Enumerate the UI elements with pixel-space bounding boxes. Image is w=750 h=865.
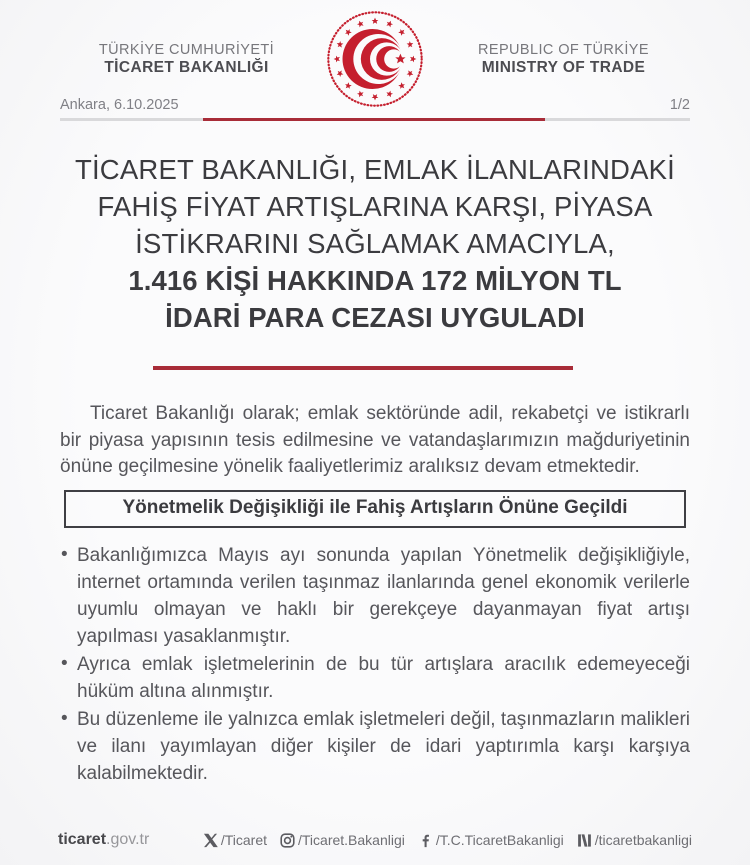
header-right-line2: MINISTRY OF TRADE bbox=[481, 58, 646, 76]
headline-line: TİCARET BAKANLIĞI, EMLAK İLANLARINDAKİ bbox=[74, 154, 676, 185]
headline-line: İSTİKRARINI SAĞLAMAK AMACIYLA, bbox=[135, 228, 615, 259]
social-handle: /T.C.TicaretBakanligi bbox=[435, 832, 564, 848]
facebook-icon bbox=[418, 833, 433, 848]
headline-line: FAHİŞ FİYAT ARTIŞLARINA KARŞI, PİYASA bbox=[97, 191, 653, 222]
ministry-of-trade-emblem-icon bbox=[325, 9, 425, 109]
nsosyal-icon bbox=[577, 833, 592, 848]
meta-row bbox=[60, 97, 690, 113]
header-left-line2: TİCARET BAKANLIĞI bbox=[104, 58, 269, 76]
website-url-bold: ticaret bbox=[58, 831, 107, 848]
social-item-nsosyal bbox=[577, 832, 692, 848]
header-right-line1: REPUBLIC OF TÜRKİYE bbox=[478, 41, 649, 58]
header-left-block bbox=[48, 42, 325, 77]
social-item-instagram bbox=[280, 832, 405, 848]
instagram-icon bbox=[280, 833, 295, 848]
website-url bbox=[58, 831, 149, 849]
website-url-rest: .gov.tr bbox=[106, 831, 150, 848]
header-right-block bbox=[425, 42, 702, 77]
headline-underline-rule bbox=[153, 366, 573, 370]
lead-paragraph: Ticaret Bakanlığı olarak; emlak sektöründe adil, rekabetçi ve istikrarlı bir piyasa yapısının tesis edilmesine ve vatandaşlarımızın mağduriyetinin önüne geçilmesine yönelik faaliyetlerimiz aralıksız devam etmektedir. bbox=[60, 403, 690, 477]
section-title-box: Yönetmelik Değişikliği ile Fahiş Artışların Önüne Geçildi bbox=[64, 490, 686, 528]
x-icon bbox=[203, 833, 218, 848]
social-handle: /Ticaret bbox=[220, 832, 267, 848]
social-handle: /ticaretbakanligi bbox=[594, 832, 692, 848]
headline-line-bold: İDARİ PARA CEZASI UYGULADI bbox=[165, 302, 585, 333]
headline bbox=[25, 151, 725, 336]
page-number: 1/2 bbox=[669, 97, 690, 113]
list-item: • Bu düzenleme ile yalnızca emlak işletmeleri değil, taşınmazların malikleri ve ilanı yayımlayan diğer kişiler de idari yaptırımla karşı karşıya kalabilmektedir. bbox=[60, 706, 690, 787]
headline-line-bold: 1.416 KİŞİ HAKKINDA 172 MİLYON TL bbox=[128, 265, 622, 296]
social-item-x bbox=[203, 832, 267, 848]
list-item: • Bakanlığımızca Mayıs ayı sonunda yapılan Yönetmelik değişikliğiyle, internet ortamında verilen taşınmaz ilanlarında genel ekonomik verilerle uyumlu olmayan ve haklı bir gerekçeye dayanmayan fiyat artışı yapılması yasaklanmıştır. bbox=[60, 542, 690, 650]
bullet-list bbox=[60, 542, 690, 788]
header-divider-rule bbox=[60, 118, 690, 121]
social-handle: /Ticaret.Bakanligi bbox=[298, 832, 405, 848]
dateline: Ankara, 6.10.2025 bbox=[60, 97, 179, 113]
list-item: • Ayrıca emlak işletmelerinin de bu tür artışlara aracılık edemeyeceği hüküm altına alınmıştır. bbox=[60, 651, 690, 705]
footer bbox=[58, 829, 692, 851]
header bbox=[48, 8, 702, 110]
header-left-line1: TÜRKİYE CUMHURİYETİ bbox=[98, 41, 275, 58]
social-links bbox=[203, 832, 692, 848]
social-item-facebook bbox=[418, 832, 564, 848]
